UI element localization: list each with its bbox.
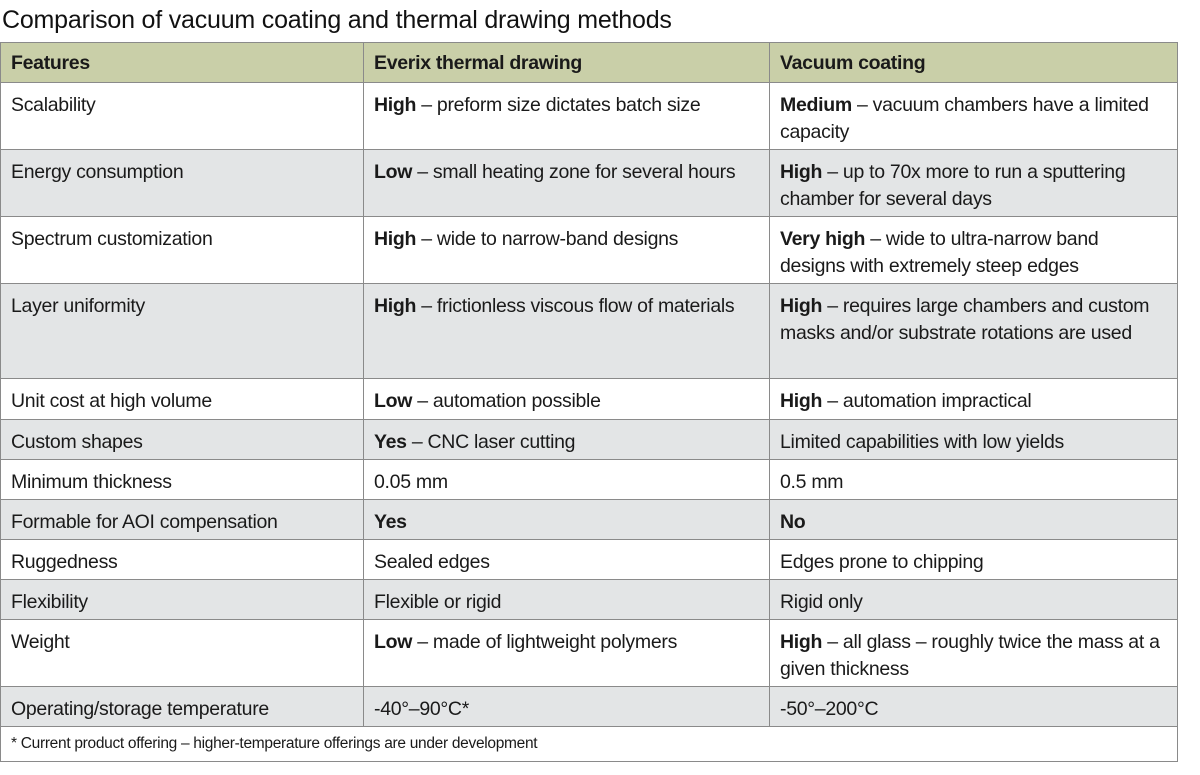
everix-cell [364, 150, 770, 217]
feature-cell: Scalability [1, 83, 364, 150]
feature-cell: Spectrum customization [1, 217, 364, 284]
vacuum-cell [770, 620, 1178, 687]
description: – made of lightweight polymers [412, 631, 678, 653]
rating: High [780, 161, 823, 183]
rating: Yes [374, 511, 407, 533]
feature-cell: Minimum thickness [1, 460, 364, 500]
description: 0.05 mm [374, 471, 448, 493]
description: – small heating zone for several hours [412, 161, 736, 183]
rating: Low [374, 390, 413, 412]
rating: No [780, 511, 806, 533]
everix-cell [364, 620, 770, 687]
description: – frictionless viscous flow of materials [416, 295, 735, 317]
everix-cell [364, 500, 770, 540]
description: – automation impractical [822, 390, 1032, 412]
vacuum-cell [770, 500, 1178, 540]
header-everix: Everix thermal drawing [364, 43, 770, 83]
everix-cell [364, 540, 770, 580]
everix-cell [364, 217, 770, 284]
rating: High [780, 390, 823, 412]
table-row [1, 150, 1178, 217]
description: – preform size dictates batch size [416, 94, 701, 116]
description: – requires large chambers and custom masks and/or substrate rotations are used [780, 295, 1150, 344]
description: – all glass – roughly twice the mass at a given thickness [780, 631, 1160, 680]
feature-cell: Weight [1, 620, 364, 687]
header-row [1, 43, 1178, 83]
rating: High [780, 631, 823, 653]
vacuum-cell [770, 687, 1178, 727]
rating: High [374, 228, 417, 250]
table-row [1, 217, 1178, 284]
footnote: * Current product offering – higher-temperature offerings are under development [1, 727, 1178, 762]
description: Sealed edges [374, 551, 490, 573]
table-row [1, 620, 1178, 687]
description: -50°–200°C [780, 698, 879, 720]
rating: Medium [780, 94, 852, 116]
feature-cell: Layer uniformity [1, 284, 364, 379]
vacuum-cell [770, 580, 1178, 620]
everix-cell [364, 284, 770, 379]
description: – CNC laser cutting [406, 431, 576, 453]
table-row [1, 580, 1178, 620]
everix-cell [364, 420, 770, 460]
rating: Very high [780, 228, 866, 250]
description: – wide to ultra-narrow band designs with extremely steep edges [780, 228, 1099, 277]
vacuum-cell [770, 150, 1178, 217]
rating: High [374, 94, 417, 116]
table-title: Comparison of vacuum coating and thermal drawing methods [2, 6, 672, 34]
vacuum-cell [770, 379, 1178, 420]
rating: Yes [374, 431, 407, 453]
table-row [1, 687, 1178, 727]
feature-cell: Operating/storage temperature [1, 687, 364, 727]
table-row [1, 284, 1178, 379]
feature-cell: Custom shapes [1, 420, 364, 460]
header-features: Features [1, 43, 364, 83]
everix-cell [364, 580, 770, 620]
feature-cell: Energy consumption [1, 150, 364, 217]
description: Limited capabilities with low yields [780, 431, 1064, 453]
table-row [1, 500, 1178, 540]
description: Rigid only [780, 591, 863, 613]
vacuum-cell [770, 217, 1178, 284]
comparison-table [0, 42, 1178, 762]
vacuum-cell [770, 284, 1178, 379]
rating: High [374, 295, 417, 317]
description: Edges prone to chipping [780, 551, 984, 573]
header-vacuum: Vacuum coating [770, 43, 1178, 83]
feature-cell: Formable for AOI compensation [1, 500, 364, 540]
table-row [1, 83, 1178, 150]
description: -40°–90°C* [374, 698, 469, 720]
rating: High [780, 295, 823, 317]
vacuum-cell [770, 83, 1178, 150]
vacuum-cell [770, 460, 1178, 500]
description: 0.5 mm [780, 471, 844, 493]
description: – vacuum chambers have a limited capacity [780, 94, 1149, 143]
rating: Low [374, 631, 413, 653]
vacuum-cell [770, 540, 1178, 580]
feature-cell: Flexibility [1, 580, 364, 620]
table-row [1, 420, 1178, 460]
feature-cell: Unit cost at high volume [1, 379, 364, 420]
everix-cell [364, 379, 770, 420]
vacuum-cell [770, 420, 1178, 460]
everix-cell [364, 460, 770, 500]
description: – automation possible [412, 390, 601, 412]
everix-cell [364, 687, 770, 727]
everix-cell [364, 83, 770, 150]
description: – up to 70x more to run a sputtering chamber for several days [780, 161, 1126, 210]
rating: Low [374, 161, 413, 183]
feature-cell: Ruggedness [1, 540, 364, 580]
table-row [1, 540, 1178, 580]
description: – wide to narrow-band designs [416, 228, 679, 250]
description: Flexible or rigid [374, 591, 502, 613]
table-row [1, 379, 1178, 420]
table-row [1, 460, 1178, 500]
